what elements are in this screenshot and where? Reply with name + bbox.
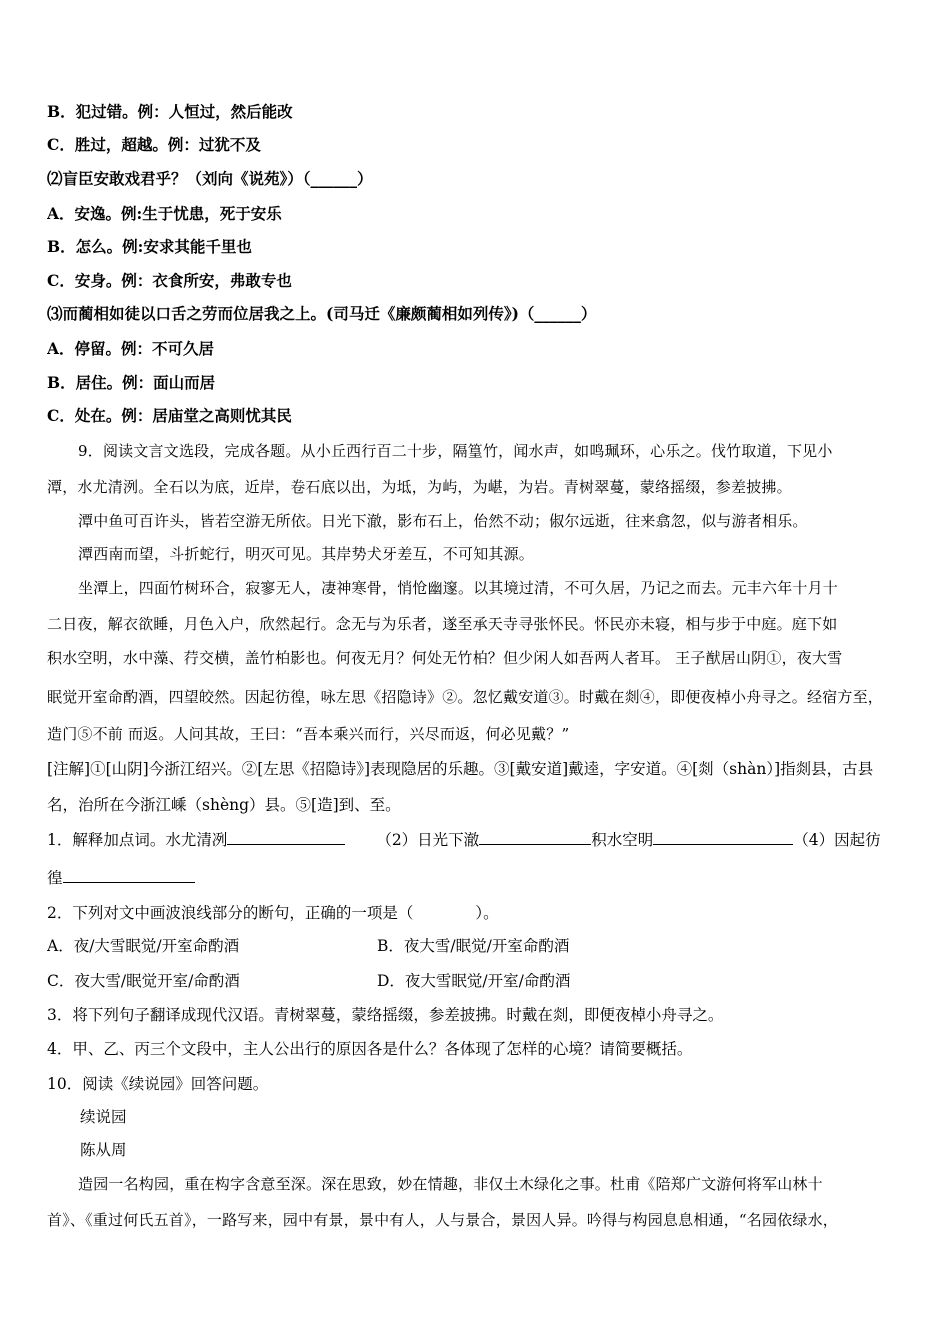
q9-passage-line: 潭中鱼可百许头，皆若空游无所依。日光下澈，影布石上，佁然不动；俶尔远逝，往来翕忽，似与游者相乐。	[78, 512, 808, 530]
q9-sub2-option-a[interactable]: A．夜/大雪眠觉/开室命酌酒	[47, 937, 240, 955]
q9-sub2-option-c[interactable]: C．夜大雪/眠觉开室/命酌酒	[47, 972, 240, 990]
q8-3-option-b: B．居住。例：面山而居	[47, 373, 216, 392]
q9-sub2-option-d[interactable]: D．夜大雪眠觉/开室/命酌酒	[377, 972, 571, 990]
q9-passage-line: 潭，水尤清洌。全石以为底，近岸，卷石底以出，为坻，为屿，为嵁，为岩。青树翠蔓，蒙络摇缀，参差披拂。	[47, 478, 792, 496]
q9-sub2-option-b[interactable]: B．夜大雪/眠觉/开室命酌酒	[377, 937, 570, 955]
q9-sub1-a: 1．解释加点词。水尤清冽	[47, 831, 228, 849]
q9-sub1-b: （2）日光下澈	[376, 831, 480, 849]
q9-sub1-e: 徨	[47, 869, 63, 887]
q8-2-stem: ⑵盲臣安敢戏君乎？（刘向《说苑》）（______）	[47, 169, 373, 188]
q9-passage-line: 9．阅读文言文选段，完成各题。从小丘西行百二十步，隔篁竹，闻水声，如鸣珮环，心乐之。伐竹取道，下见小	[78, 442, 833, 460]
q9-passage-line: 潭西南而望，斗折蛇行，明灭可见。其岸势犬牙差互，不可知其源。	[78, 545, 535, 563]
q10-body-line: 首》、《重过何氏五首》，一路写来，园中有景，景中有人，人与景合，景因人异。吟得与构园息息相通，“名园依绿水，	[47, 1211, 838, 1229]
answer-blank[interactable]	[227, 830, 345, 845]
q9-sub4: 4．甲、乙、丙三个文段中，主人公出行的原因各是什么？各体现了怎样的心境？请简要概括。	[47, 1040, 693, 1058]
q9-note-line: 名，治所在今浙江嵊（shèng）县。⑤[造]到、至。	[47, 796, 401, 814]
q9-passage-line: 二日夜，解衣欲睡，月色入户，欣然起行。念无与为乐者，遂至承天寺寻张怀民。怀民亦未寝，相与步于中庭。庭下如	[47, 615, 838, 633]
q9-sub3: 3．将下列句子翻译成现代汉语。青树翠蔓，蒙络摇缀，参差披拂。时戴在剡，即便夜棹小舟寻之。	[47, 1006, 724, 1024]
q10-body-line: 造园一名构园，重在构字含意至深。深在思致，妙在情趣，非仅土木绿化之事。杜甫《陪郑广文游何将军山林十	[78, 1175, 823, 1193]
q9-sub2-stem: 2．下列对文中画波浪线部分的断句，正确的一项是（ ）。	[47, 904, 499, 922]
q9-sub1-cont	[47, 868, 907, 888]
q8-2-option-b: B．怎么。例:安求其能千里也	[47, 237, 252, 256]
q8-option-c: C．胜过，超越。例：过犹不及	[47, 135, 261, 154]
q9-sub1	[47, 830, 907, 850]
answer-blank[interactable]	[653, 830, 793, 845]
q8-3-option-c: C．处在。例：居庙堂之高则忧其民	[47, 406, 292, 425]
answer-blank[interactable]	[479, 830, 591, 845]
q8-3-stem: ⑶而蔺相如徒以口舌之劳而位居我之上。(司马迁《廉颇蔺相如列传》)（______）	[47, 304, 597, 323]
q8-option-b: B．犯过错。例：人恒过，然后能改	[47, 102, 293, 121]
q10-title: 续说园	[80, 1108, 127, 1126]
answer-blank[interactable]	[63, 868, 195, 883]
q8-3-option-a: A．停留。例：不可久居	[47, 339, 215, 358]
q9-sub2-row2	[47, 971, 907, 991]
q9-sub1-c: 积水空明	[591, 831, 654, 849]
q10-author: 陈从周	[80, 1141, 127, 1159]
q8-2-option-a: A．安逸。例:生于忧患，死于安乐	[47, 204, 282, 223]
q9-passage-line: 眠觉开室命酌酒，四望皎然。因起彷徨，咏左思《招隐诗》②。忽忆戴安道③。时戴在剡④，即便夜棹小舟寻之。经宿方至，	[47, 688, 884, 706]
q9-sub1-d: （4）因起彷	[793, 831, 881, 849]
q9-passage-line: 造门⑤不前 而返。人问其故，王曰：“吾本乘兴而行，兴尽而返，何必见戴？”	[47, 725, 570, 743]
q9-note-line: [注解]①[山阴]今浙江绍兴。②[左思《招隐诗》]表现隐居的乐趣。③[戴安道]戴逵，字安道。④[剡（shàn）]指剡县，古县	[47, 760, 874, 778]
q9-passage-line: 积水空明，水中藻、荇交横，盖竹柏影也。何夜无月？何处无竹柏？但少闲人如吾两人者耳。 王子猷居山阴①，夜大雪	[47, 649, 843, 667]
q9-passage-line: 坐潭上，四面竹树环合，寂寥无人，凄神寒骨，悄怆幽邃。以其境过清，不可久居，乃记之而去。元丰六年十月十	[78, 579, 839, 597]
q10-stem: 10．阅读《续说园》回答问题。	[47, 1075, 269, 1093]
q8-2-option-c: C．安身。例：衣食所安，弗敢专也	[47, 271, 292, 290]
q9-sub2-row1	[47, 936, 907, 956]
